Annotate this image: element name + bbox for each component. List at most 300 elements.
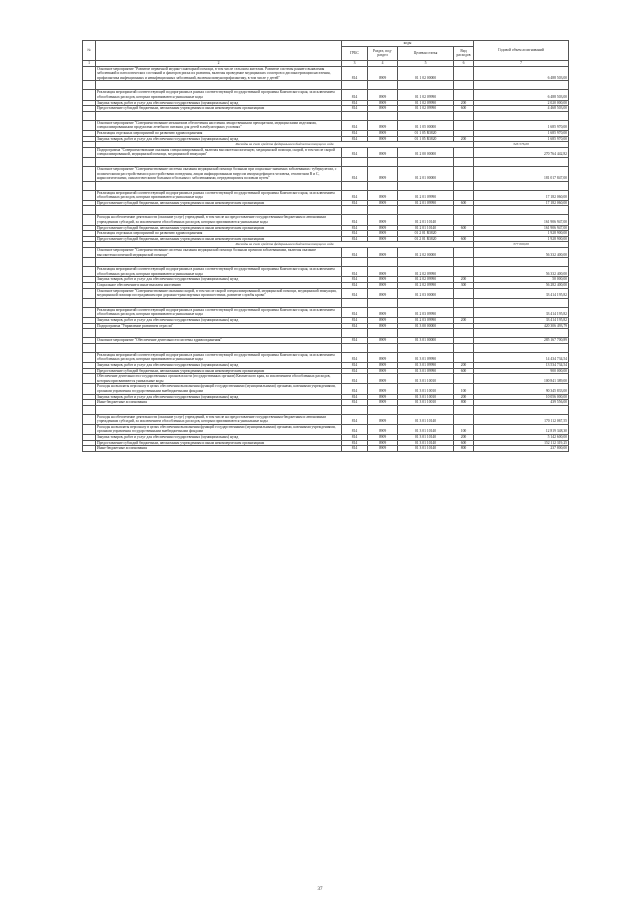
budget-sheet (82, 40, 568, 452)
spacer-cell (368, 111, 398, 120)
row-expense-type (454, 190, 474, 200)
row-expense-type: 200 (454, 277, 474, 283)
spacer-row (83, 157, 569, 166)
spacer-row (83, 405, 569, 414)
row-name: Расходы на обеспечение деятельности (оказание услуг) учреждений, в том числе на предоставление государственным бюджетным и автономным учреждениям субсидий, за исключением обособленных расходов, которым присваиваются уникальные коды (96, 215, 342, 225)
row-target-article: 01 1 05 R3820 (398, 136, 454, 142)
spacer-cell (96, 157, 342, 166)
row-target-article: 01 3 01 09990 (398, 352, 454, 362)
table-body (83, 66, 569, 451)
row-razdel: 0909 (368, 307, 398, 317)
row-name: Обеспечение деятельности государственных органов власти (государственных органов) Камчатского края, за исключением обособленных расходов, которым присваиваются уникальные коды (96, 374, 342, 384)
row-target-article: 01 3 00 00000 (398, 323, 454, 329)
row-expense-type (454, 66, 474, 81)
row-sum: 270 764 442,82 (474, 147, 569, 157)
spacer-cell (454, 81, 474, 90)
row-name: Закупка товаров, работ и услуг для обеспечения государственных (муниципальных) нужд (96, 394, 342, 400)
row-grbs: 814 (342, 338, 368, 344)
row-sum: 50 000,00 (474, 277, 569, 283)
spacer-row (83, 181, 569, 190)
row-target-article: 01 3 01 10140 (398, 446, 454, 452)
table-row (83, 66, 569, 81)
row-razdel: 0909 (368, 400, 398, 406)
spacer-cell (83, 81, 96, 90)
spacer-cell (398, 405, 454, 414)
row-grbs: 814 (342, 414, 368, 424)
row-sum: 170 112 067,55 (474, 414, 569, 424)
table-row (83, 166, 569, 181)
row-razdel: 0909 (368, 100, 398, 106)
spacer-cell (454, 111, 474, 120)
row-razdel: 0909 (368, 338, 398, 344)
row-grbs: 814 (342, 248, 368, 258)
row-sum: 1 928 900,00 (474, 231, 569, 237)
spacer-cell (96, 206, 342, 215)
row-no-cell (83, 166, 96, 181)
row-expense-type (454, 248, 474, 258)
row-sum: 33 414 195,82 (474, 317, 569, 323)
spacer-row (83, 81, 569, 90)
row-name: Расходы на выплаты персоналу в целях обеспечения выполнения функций государственными (муниципальными) органами, казенными учреждениями, органами управления государственными внебюджетными фондами (96, 384, 342, 394)
row-target-article: 01 2 02 00000 (398, 248, 454, 258)
row-no-cell (83, 215, 96, 225)
row-sum: 900 000,00 (474, 368, 569, 374)
spacer-cell (83, 157, 96, 166)
row-sum: 17 182 060,00 (474, 200, 569, 206)
row-name: Предоставление субсидий бюджетным, автономным учреждениям и иным некоммерческим организациям (96, 236, 342, 242)
spacer-cell (342, 157, 368, 166)
row-target-article: 01 1 02 00000 (398, 66, 454, 81)
row-no-cell (83, 66, 96, 81)
row-target-article: 01 2 00 00000 (398, 147, 454, 157)
row-razdel: 0909 (368, 394, 398, 400)
row-sum: 1 685 970,00 (474, 130, 569, 136)
row-name: Реализация мероприятий соответствующей подпрограммы в рамках соответствующей государственной программы Камчатского края, за исключением обособленных расходов, которым присваиваются уникальные коды (96, 267, 342, 277)
spacer-cell (474, 111, 569, 120)
spacer-cell (96, 181, 342, 190)
row-grbs: 814 (342, 288, 368, 298)
row-grbs: 814 (342, 225, 368, 231)
header-num-6: 6 (454, 60, 474, 66)
note-sum: 377 000,00 (474, 242, 569, 248)
row-grbs: 814 (342, 323, 368, 329)
row-expense-type (454, 147, 474, 157)
row-grbs: 814 (342, 90, 368, 100)
row-target-article: 01 1 02 09990 (398, 100, 454, 106)
row-target-article: 01 3 01 10140 (398, 440, 454, 446)
header-grbs: ГРБС (342, 46, 368, 60)
row-no-cell (83, 414, 96, 424)
spacer-cell (83, 258, 96, 267)
spacer-cell (368, 206, 398, 215)
row-grbs: 814 (342, 424, 368, 434)
row-sum: 17 182 060,00 (474, 190, 569, 200)
row-sum: 13 534 734,54 (474, 362, 569, 368)
row-grbs: 814 (342, 317, 368, 323)
row-expense-type: 100 (454, 384, 474, 394)
row-expense-type (454, 120, 474, 130)
row-target-article: 01 3 01 10010 (398, 374, 454, 384)
header-vr: Вид расходов (454, 46, 474, 60)
row-target-article: 01 1 05 00000 (398, 120, 454, 130)
row-razdel: 0909 (368, 66, 398, 81)
row-no-cell (83, 374, 96, 384)
row-name: Предоставление субсидий бюджетным, автономным учреждениям и иным некоммерческим организациям (96, 200, 342, 206)
spacer-cell (342, 81, 368, 90)
row-razdel: 0909 (368, 323, 398, 329)
row-name: Предоставление субсидий бюджетным, автономным учреждениям и иным некоммерческим организациям (96, 440, 342, 446)
spacer-cell (342, 181, 368, 190)
row-grbs: 814 (342, 384, 368, 394)
row-razdel: 0909 (368, 200, 398, 206)
row-expense-type: 600 (454, 106, 474, 112)
row-name: Реализация мероприятий соответствующей подпрограммы в рамках соответствующей государственной программы Камчатского края, за исключением обособленных расходов, которым присваиваются уникальные коды (96, 190, 342, 200)
table-row (83, 190, 569, 200)
spacer-cell (96, 258, 342, 267)
row-grbs: 814 (342, 400, 368, 406)
table-header (83, 41, 569, 67)
table-row (83, 446, 569, 452)
row-razdel: 0909 (368, 362, 398, 368)
spacer-cell (368, 298, 398, 307)
table-row (83, 288, 569, 298)
row-grbs: 814 (342, 147, 368, 157)
row-name: Иные бюджетные ассигнования (96, 446, 342, 452)
row-name: Закупка товаров, работ и услуг для обеспечения государственных (муниципальных) нужд (96, 100, 342, 106)
spacer-cell (368, 157, 398, 166)
row-target-article: 01 2 01 09990 (398, 200, 454, 206)
spacer-cell (368, 405, 398, 414)
row-razdel: 0909 (368, 166, 398, 181)
row-sum: 56 282 400,00 (474, 283, 569, 289)
row-target-article: 01 3 01 10010 (398, 394, 454, 400)
spacer-row (83, 258, 569, 267)
row-sum: 4 468 503,00 (474, 106, 569, 112)
row-razdel: 0909 (368, 414, 398, 424)
row-target-article: 01 3 01 10010 (398, 384, 454, 394)
table-row (83, 414, 569, 424)
row-grbs: 814 (342, 136, 368, 142)
row-grbs: 814 (342, 446, 368, 452)
row-name: Закупка товаров, работ и услуг для обеспечения государственных (муниципальных) нужд (96, 435, 342, 441)
row-name: Реализация отдельных мероприятий по развитию здравоохранения (96, 231, 342, 237)
spacer-cell (474, 157, 569, 166)
row-expense-type: 200 (454, 136, 474, 142)
row-grbs: 814 (342, 368, 368, 374)
spacer-cell (342, 343, 368, 352)
row-grbs: 814 (342, 440, 368, 446)
spacer-cell (454, 206, 474, 215)
spacer-cell (96, 111, 342, 120)
row-name: Реализация мероприятий соответствующей подпрограммы в рамках соответствующей государственной программы Камчатского края, за исключением обособленных расходов, которым присваиваются уникальные коды (96, 90, 342, 100)
row-razdel: 0909 (368, 384, 398, 394)
spacer-cell (474, 181, 569, 190)
row-grbs: 814 (342, 231, 368, 237)
row-name: Реализация мероприятий соответствующей подпрограммы в рамках соответствующей государственной программы Камчатского края, за исключением обособленных расходов, которым присваиваются уникальные коды (96, 307, 342, 317)
row-target-article: 01 2 01 00000 (398, 166, 454, 181)
row-grbs: 814 (342, 352, 368, 362)
spacer-cell (454, 405, 474, 414)
header-no: № (83, 41, 96, 61)
row-name: Закупка товаров, работ и услуг для обеспечения государственных (муниципальных) нужд (96, 136, 342, 142)
row-target-article: 01 3 01 10140 (398, 424, 454, 434)
row-grbs: 814 (342, 374, 368, 384)
row-target-article: 01 2 01 09990 (398, 190, 454, 200)
header-codes: коды (342, 41, 474, 47)
row-name: Основное мероприятие "Совершенствование системы оказания медицинской помощи больным при социально-значимых заболеваниях: туберкулезом, с психическими расстройствами и расстройствами поведения, лицам инфицированным вирусом иммунодефицита человека, гепатитами В и С, наркологическими, онкологическими больным и больным с заболеваниями, передающимися половым путем" (96, 166, 342, 181)
row-razdel: 0909 (368, 446, 398, 452)
row-target-article: 01 2 02 09990 (398, 277, 454, 283)
row-expense-type: 200 (454, 435, 474, 441)
spacer-cell (342, 111, 368, 120)
spacer-row (83, 343, 569, 352)
row-name: Реализация отдельных мероприятий по развитию здравоохранения (96, 130, 342, 136)
header-name (96, 41, 342, 61)
row-razdel: 0909 (368, 120, 398, 130)
row-grbs: 814 (342, 435, 368, 441)
row-expense-type (454, 374, 474, 384)
row-razdel: 0909 (368, 352, 398, 362)
spacer-cell (398, 258, 454, 267)
note-text: Расходы за счет средств федерального бюджета текущего года (96, 242, 474, 248)
row-grbs: 814 (342, 120, 368, 130)
row-grbs: 814 (342, 66, 368, 81)
row-sum: 100 841 389,00 (474, 374, 569, 384)
row-expense-type: 600 (454, 368, 474, 374)
header-num-3: 3 (342, 60, 368, 66)
spacer-cell (342, 258, 368, 267)
table-row (83, 215, 569, 225)
spacer-cell (368, 81, 398, 90)
spacer-row (83, 298, 569, 307)
row-target-article: 01 3 01 09990 (398, 368, 454, 374)
row-target-article: 01 2 02 09990 (398, 267, 454, 277)
header-num-7: 7 (474, 60, 569, 66)
row-expense-type (454, 414, 474, 424)
row-expense-type (454, 267, 474, 277)
row-no-cell (83, 307, 96, 317)
table-row (83, 267, 569, 277)
row-grbs: 814 (342, 394, 368, 400)
spacer-cell (398, 81, 454, 90)
row-no-cell (83, 352, 96, 362)
spacer-cell (83, 298, 96, 307)
row-grbs: 814 (342, 267, 368, 277)
row-target-article: 01 2 01 10140 (398, 225, 454, 231)
row-razdel: 0909 (368, 236, 398, 242)
spacer-cell (83, 405, 96, 414)
row-razdel: 0909 (368, 277, 398, 283)
row-razdel: 0909 (368, 215, 398, 225)
spacer-cell (454, 157, 474, 166)
row-grbs: 814 (342, 100, 368, 106)
spacer-cell (454, 343, 474, 352)
row-expense-type: 800 (454, 446, 474, 452)
row-name: Социальное обеспечение и иные выплаты населению (96, 283, 342, 289)
table-row (83, 120, 569, 130)
row-razdel: 0909 (368, 147, 398, 157)
row-expense-type: 100 (454, 424, 474, 434)
row-sum: 56 332 400,00 (474, 267, 569, 277)
row-razdel: 0909 (368, 267, 398, 277)
row-no-cell (83, 90, 96, 100)
row-expense-type (454, 215, 474, 225)
row-expense-type: 800 (454, 400, 474, 406)
row-razdel: 0909 (368, 368, 398, 374)
spacer-cell (474, 81, 569, 90)
spacer-cell (83, 343, 96, 352)
spacer-cell (96, 343, 342, 352)
spacer-cell (96, 329, 342, 338)
spacer-cell (368, 343, 398, 352)
spacer-row (83, 329, 569, 338)
spacer-cell (454, 258, 474, 267)
row-target-article: 01 2 03 09990 (398, 307, 454, 317)
row-target-article: 01 2 01 R3820 (398, 236, 454, 242)
row-sum: 33 414 195,82 (474, 307, 569, 317)
spacer-cell (342, 329, 368, 338)
table-row (83, 424, 569, 434)
row-expense-type (454, 166, 474, 181)
row-name: Предоставление субсидий бюджетным, автономным учреждениям и иным некоммерческим организациям (96, 106, 342, 112)
row-razdel: 0909 (368, 231, 398, 237)
row-target-article: 01 2 02 09990 (398, 283, 454, 289)
spacer-cell (398, 329, 454, 338)
row-grbs: 814 (342, 200, 368, 206)
row-target-article: 01 1 05 R3820 (398, 130, 454, 136)
spacer-cell (342, 298, 368, 307)
row-target-article: 01 1 02 09990 (398, 90, 454, 100)
row-name: Реализация мероприятий соответствующей подпрограммы в рамках соответствующей государственной программы Камчатского края, за исключением обособленных расходов, которым присваиваются уникальные коды (96, 352, 342, 362)
spacer-cell (398, 343, 454, 352)
row-razdel: 0909 (368, 225, 398, 231)
row-sum: 285 167 700,89 (474, 338, 569, 344)
row-expense-type: 200 (454, 362, 474, 368)
row-name: Закупка товаров, работ и услуг для обеспечения государственных (муниципальных) нужд (96, 317, 342, 323)
row-no-cell (83, 190, 96, 200)
row-name: Предоставление субсидий бюджетным, автономным учреждениям и иным некоммерческим организациям (96, 225, 342, 231)
row-grbs: 814 (342, 277, 368, 283)
spacer-row (83, 206, 569, 215)
row-name: Основное мероприятие "Развитие первичной медико-санитарной помощи, в том числе сельским жителям. Развитие системы раннего выявления заболеваний и патологических состояний и факторов риска их развития, включая проведение медицинских осмотров и диспансеризации населения, профилактика инфекционных и неинфекционных заболеваний, включая иммунопрофилактику, в том числе у детей" (96, 66, 342, 81)
note-sum: 326 576,00 (474, 142, 569, 148)
table-row (83, 90, 569, 100)
row-target-article: 01 3 01 10140 (398, 435, 454, 441)
row-target-article: 01 3 01 00000 (398, 338, 454, 344)
row-sum: 152 112 319,25 (474, 440, 569, 446)
row-sum: 161 906 947,00 (474, 215, 569, 225)
row-name: Подпрограмма "Совершенствование оказания специализированной, включая высокотехнологичную, медицинской помощи, скорой, в том числе скорой специализированной, медицинской помощи, медицинской эвакуации" (96, 147, 342, 157)
row-sum: 2 020 000,00 (474, 100, 569, 106)
row-sum: 1 928 900,00 (474, 236, 569, 242)
row-expense-type (454, 307, 474, 317)
row-no-cell (83, 147, 96, 157)
row-expense-type: 600 (454, 200, 474, 206)
row-razdel: 0909 (368, 435, 398, 441)
header-cs: Целевая статья (398, 46, 454, 60)
header-volume: Годовой объем ассигнований (474, 41, 569, 61)
spacer-cell (368, 258, 398, 267)
note-text: Расходы за счет средств федерального бюджета текущего года (96, 142, 474, 148)
spacer-cell (474, 329, 569, 338)
spacer-cell (398, 181, 454, 190)
row-no-cell (83, 248, 96, 258)
row-expense-type: 200 (454, 100, 474, 106)
header-num-2: 2 (96, 60, 342, 66)
row-no-cell (83, 424, 96, 434)
row-target-article: 01 2 01 R3820 (398, 231, 454, 237)
table-row (83, 307, 569, 317)
row-name: Основное мероприятие "Совершенствование оказания скорой, в том числе скорой специализированной, медицинской помощи, медицинской эвакуации, медицинской помощи пострадавшим при дорожно-транспортных происшествиях, развитие службы крови" (96, 288, 342, 298)
spacer-cell (83, 111, 96, 120)
row-no-cell (83, 384, 96, 394)
row-razdel: 0909 (368, 288, 398, 298)
row-razdel: 0909 (368, 130, 398, 136)
row-razdel: 0909 (368, 136, 398, 142)
spacer-cell (474, 405, 569, 414)
row-name: Предоставление субсидий бюджетным, автономным учреждениям и иным некоммерческим организациям (96, 368, 342, 374)
spacer-cell (342, 405, 368, 414)
spacer-cell (398, 157, 454, 166)
row-razdel: 0909 (368, 317, 398, 323)
row-target-article: 01 3 01 10140 (398, 414, 454, 424)
row-sum: 6 488 503,00 (474, 66, 569, 81)
row-sum: 5 142 600,00 (474, 435, 569, 441)
row-razdel: 0909 (368, 283, 398, 289)
row-expense-type: 200 (454, 317, 474, 323)
row-name: Закупка товаров, работ и услуг для обеспечения государственных (муниципальных) нужд (96, 362, 342, 368)
row-razdel: 0909 (368, 248, 398, 258)
row-expense-type: 600 (454, 225, 474, 231)
row-target-article: 01 1 02 09990 (398, 106, 454, 112)
budget-table (82, 40, 569, 452)
row-sum: 14 434 734,54 (474, 352, 569, 362)
header-num-4: 4 (368, 60, 398, 66)
row-sum: 33 414 195,82 (474, 288, 569, 298)
row-sum: 181 017 847,00 (474, 166, 569, 181)
spacer-row (83, 111, 569, 120)
spacer-cell (398, 298, 454, 307)
spacer-cell (96, 81, 342, 90)
row-grbs: 814 (342, 166, 368, 181)
table-row (83, 352, 569, 362)
row-expense-type (454, 352, 474, 362)
row-grbs: 814 (342, 106, 368, 112)
spacer-cell (398, 206, 454, 215)
row-expense-type: 300 (454, 283, 474, 289)
row-sum: 10 056 000,00 (474, 394, 569, 400)
row-razdel: 0909 (368, 440, 398, 446)
row-sum: 439 556,00 (474, 400, 569, 406)
row-name: Основное мероприятие "Совершенствование системы оказания медицинской помощи больным прочими заболеваниями, включая оказание высокотехнологичной медицинской помощи" (96, 248, 342, 258)
row-razdel: 0909 (368, 374, 398, 384)
table-row (83, 374, 569, 384)
row-no-cell (83, 120, 96, 130)
spacer-cell (398, 111, 454, 120)
row-grbs: 814 (342, 190, 368, 200)
table-row (83, 248, 569, 258)
page-number: 37 (317, 887, 323, 892)
row-no-cell (83, 446, 96, 452)
row-grbs: 814 (342, 362, 368, 368)
spacer-cell (474, 298, 569, 307)
row-grbs: 814 (342, 283, 368, 289)
row-no-cell (83, 267, 96, 277)
spacer-cell (454, 329, 474, 338)
row-razdel: 0909 (368, 90, 398, 100)
row-expense-type: 600 (454, 236, 474, 242)
row-sum: 1 685 970,00 (474, 136, 569, 142)
